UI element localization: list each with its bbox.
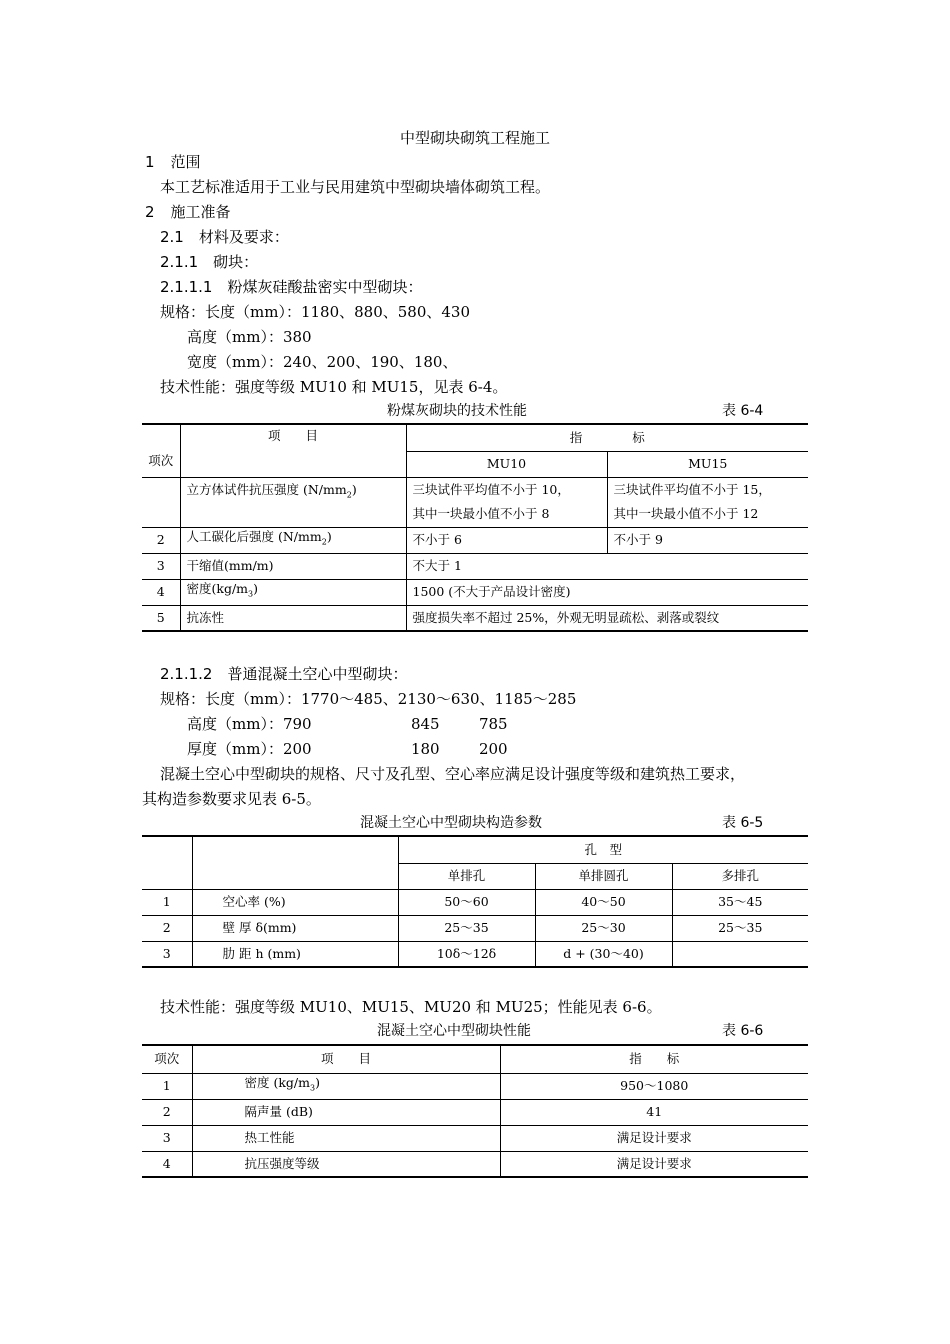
table-row xyxy=(142,1073,808,1099)
cell-seq: 4 xyxy=(142,579,180,605)
table-row xyxy=(142,579,808,605)
table-row xyxy=(142,605,808,631)
table-row xyxy=(142,1099,808,1125)
cell-value: 40～50 xyxy=(535,889,672,915)
cell-value: 10δ～12δ xyxy=(398,941,535,967)
subsection-2-1-1-2: 2.1.1.2 普通混凝土空心中型砌块： xyxy=(160,665,408,683)
cell-mu15: 三块试件平均值不小于 15， 其中一块最小值不小于 12 xyxy=(607,477,808,527)
section-title: 施工准备 xyxy=(170,203,231,221)
table-row xyxy=(142,1151,808,1177)
cell-mu10: 三块试件平均值不小于 10， 其中一块最小值不小于 8 xyxy=(406,477,607,527)
cell-item: 抗压强度等级 xyxy=(192,1151,500,1177)
header-index: 指 标 xyxy=(500,1045,808,1073)
table-row xyxy=(142,1125,808,1151)
cell-item: 干缩值(mm/m) xyxy=(180,553,406,579)
table-row xyxy=(142,915,808,941)
cell-item: 密度$(kg/m_3)$ xyxy=(180,579,406,605)
header-seq: 项次 xyxy=(142,424,180,477)
table-6-4-label: 表 6-4 xyxy=(722,403,764,419)
cell-seq: 2 xyxy=(142,527,180,553)
cell-item: 人工碳化后强度 $(N/mm_2)$ xyxy=(180,527,406,553)
table-6-6-label: 表 6-6 xyxy=(722,1023,764,1039)
cell-value: 41 xyxy=(500,1099,808,1125)
cell-item: 热工性能 xyxy=(192,1125,500,1151)
cell-value: 1500 (不大于产品设计密度) xyxy=(406,579,808,605)
table-6-5-label: 表 6-5 xyxy=(722,815,764,831)
section-number: 1 xyxy=(145,153,155,171)
header-hole-type: 孔 型 xyxy=(398,836,808,863)
section-number: 2 xyxy=(145,203,155,221)
spec-width: 宽度（mm）：240、200、190、180、 xyxy=(187,353,458,371)
header-item: 项 目 xyxy=(180,424,406,477)
header-single-row: 单排孔 xyxy=(398,863,535,889)
cell-mu15: 不小于 9 xyxy=(607,527,808,553)
header-single-round: 单排圆孔 xyxy=(535,863,672,889)
cell-seq xyxy=(142,477,180,527)
table-6-4 xyxy=(142,423,808,632)
cell-value: 满足设计要求 xyxy=(500,1151,808,1177)
header-multi-row: 多排孔 xyxy=(672,863,808,889)
header-empty-item xyxy=(192,836,398,889)
cell-value xyxy=(672,941,808,967)
cell-value: 满足设计要求 xyxy=(500,1125,808,1151)
header-mu10: MU10 xyxy=(406,451,607,477)
table-row xyxy=(142,889,808,915)
table-6-4-caption: 粉煤灰砌块的技术性能 xyxy=(387,403,527,419)
header-item: 项 目 xyxy=(192,1045,500,1073)
table-row xyxy=(142,477,808,527)
cell-seq: 3 xyxy=(142,1125,192,1151)
page-title: 中型砌块砌筑工程施工 xyxy=(399,129,550,147)
spec2-height: 高度（mm）：790 845 785 xyxy=(187,715,508,733)
spec2-thickness: 厚度（mm）：200 180 200 xyxy=(187,740,508,758)
cell-seq: 3 xyxy=(142,941,192,967)
table-6-5 xyxy=(142,835,808,968)
cell-item: 肋 距 h (mm) xyxy=(192,941,398,967)
tech-performance-2: 技术性能：强度等级 MU10、MU15、MU20 和 MU25；性能见表 6-6。 xyxy=(160,998,662,1016)
table-row xyxy=(142,553,808,579)
table-6-6-caption: 混凝土空心中型砌块性能 xyxy=(377,1023,531,1039)
cell-value: 950～1080 xyxy=(500,1073,808,1099)
cell-seq: 1 xyxy=(142,1073,192,1099)
cell-mu10: 不小于 6 xyxy=(406,527,607,553)
spec-height: 高度（mm）：380 xyxy=(187,328,312,346)
section-1-heading xyxy=(145,152,201,172)
cell-item: 抗冻性 xyxy=(180,605,406,631)
spec2-length: 规格：长度（mm）：1770～485、2130～630、1185～285 xyxy=(160,690,577,708)
table-6-6 xyxy=(142,1044,808,1178)
tech-performance-1: 技术性能：强度等级 MU10 和 MU15，见表 6-4。 xyxy=(160,378,508,396)
cell-item: 壁 厚 δ(mm) xyxy=(192,915,398,941)
cell-item: 空心率 (%) xyxy=(192,889,398,915)
section-title: 范围 xyxy=(170,153,201,171)
cell-value: 50～60 xyxy=(398,889,535,915)
cell-value: 不大于 1 xyxy=(406,553,808,579)
cell-seq: 3 xyxy=(142,553,180,579)
subsection-2-1: 2.1 材料及要求： xyxy=(160,228,289,246)
cell-value: 25～35 xyxy=(398,915,535,941)
subsection-2-1-1-1: 2.1.1.1 粉煤灰硅酸盐密实中型砌块： xyxy=(160,278,423,296)
cell-value: 25～35 xyxy=(672,915,808,941)
cell-value: 强度损失率不超过 25%，外观无明显疏松、剥落或裂纹 xyxy=(406,605,808,631)
header-index: 指 标 xyxy=(406,424,808,451)
cell-seq: 5 xyxy=(142,605,180,631)
cell-seq: 2 xyxy=(142,1099,192,1125)
cell-value: 25～30 xyxy=(535,915,672,941)
cell-seq: 1 xyxy=(142,889,192,915)
cell-item: 隔声量 (dB) xyxy=(192,1099,500,1125)
cell-seq: 4 xyxy=(142,1151,192,1177)
header-seq: 项次 xyxy=(142,1045,192,1073)
subsection-2-1-1: 2.1.1 砌块： xyxy=(160,253,259,271)
paragraph-2-line-1: 混凝土空心中型砌块的规格、尺寸及孔型、空心率应满足设计强度等级和建筑热工要求， xyxy=(160,765,746,783)
section-1-text: 本工艺标准适用于工业与民用建筑中型砌块墙体砌筑工程。 xyxy=(160,178,551,196)
table-row xyxy=(142,941,808,967)
paragraph-2-line-2: 其构造参数要求见表 6-5。 xyxy=(142,790,321,808)
table-row xyxy=(142,527,808,553)
spec-length: 规格：长度（mm）：1180、880、580、430 xyxy=(160,303,471,321)
cell-item: 立方体试件抗压强度 $(N/mm_2)$ xyxy=(180,477,406,527)
header-mu15: MU15 xyxy=(607,451,808,477)
cell-seq: 2 xyxy=(142,915,192,941)
cell-item: 密度 $(kg/m_3)$ xyxy=(192,1073,500,1099)
section-2-heading xyxy=(145,202,231,222)
cell-value: d + (30～40) xyxy=(535,941,672,967)
header-empty-seq xyxy=(142,836,192,889)
table-6-5-caption: 混凝土空心中型砌块构造参数 xyxy=(360,815,542,831)
cell-value: 35～45 xyxy=(672,889,808,915)
